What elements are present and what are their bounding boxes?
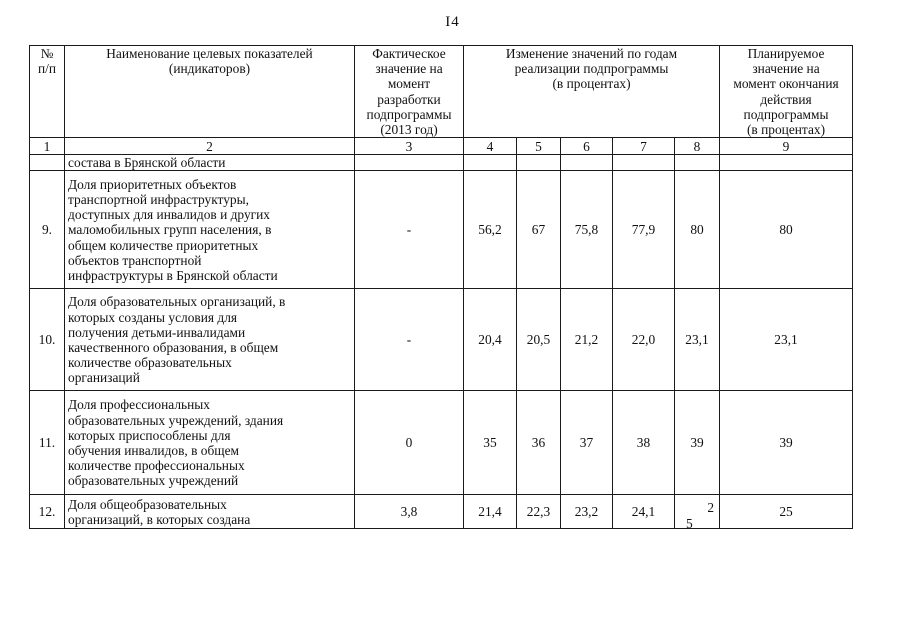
year-value: 22,0 <box>613 289 675 391</box>
table-cell <box>464 155 517 171</box>
header-col-fact <box>355 46 464 138</box>
year-value: 21,4 <box>464 495 517 529</box>
year-value: 20,4 <box>464 289 517 391</box>
header-col-plan <box>720 46 853 138</box>
table-cell <box>720 155 853 171</box>
table-row <box>30 495 853 529</box>
table-cell <box>561 155 613 171</box>
column-number: 4 <box>464 138 517 155</box>
fact-value: - <box>355 289 464 391</box>
year-value: 24,1 <box>613 495 675 529</box>
year-value: 75,8 <box>561 171 613 289</box>
plan-value: 25 <box>720 495 853 529</box>
indicator-name: Доля общеобразовательных организаций, в которых создана <box>65 495 355 529</box>
indicator-name: Доля приоритетных объектов транспортной инфраструктуры, доступных для инвалидов и других маломобильных групп населения, в общем количестве приоритетных объектов транспортной инфраструктуры в Брянской области <box>65 171 355 289</box>
header-col-change-text: Изменение значений по годам реализации подпрограммы (в процентах) <box>505 46 678 92</box>
header-row <box>30 46 853 138</box>
indicators-table <box>29 45 853 529</box>
indicator-name: Доля образовательных организаций, в которых созданы условия для получения детьми-инвалидами качественного образования, в общем количестве образовательных организаций <box>65 289 355 391</box>
row-number: 10. <box>30 289 65 391</box>
year-value: 37 <box>561 391 613 495</box>
row-number: 12. <box>30 495 65 529</box>
year-value: 39 <box>675 391 720 495</box>
fact-value: 0 <box>355 391 464 495</box>
year-value: 20,5 <box>517 289 561 391</box>
column-number: 1 <box>30 138 65 155</box>
table-row <box>30 171 853 289</box>
header-col-fact-text: Фактическое значение на момент разработки подпрограммы (2013 год) <box>366 46 452 138</box>
plan-value: 39 <box>720 391 853 495</box>
plan-value: 80 <box>720 171 853 289</box>
indicator-name: Доля профессиональных образовательных учреждений, здания которых приспособлены для обучения инвалидов, в общем количестве профессиональных образовательных учреждений <box>65 391 355 495</box>
header-col-no <box>30 46 65 138</box>
fact-value: 3,8 <box>355 495 464 529</box>
table-cell <box>675 155 720 171</box>
year-value: 23,2 <box>561 495 613 529</box>
fact-value: - <box>355 171 464 289</box>
header-col-no-text: № п/п <box>37 46 57 77</box>
continuation-text: состава в Брянской области <box>65 155 355 171</box>
table-row <box>30 289 853 391</box>
year-value: 21,2 <box>561 289 613 391</box>
split-value-bottom: 5 <box>686 515 693 531</box>
year-value: 67 <box>517 171 561 289</box>
year-value: 36 <box>517 391 561 495</box>
continuation-row <box>30 155 853 171</box>
plan-value: 23,1 <box>720 289 853 391</box>
page-number: I4 <box>445 14 460 30</box>
row-number: 11. <box>30 391 65 495</box>
header-col-name <box>65 46 355 138</box>
split-value-top: 2 <box>707 499 715 515</box>
header-col-plan-text: Планируемое значение на момент окончания действия подпрограммы (в процентах) <box>733 46 839 138</box>
table-cell <box>517 155 561 171</box>
header-col-change <box>464 46 720 138</box>
year-value: 23,1 <box>675 289 720 391</box>
row-number: 9. <box>30 171 65 289</box>
column-number: 2 <box>65 138 355 155</box>
table-cell <box>30 155 65 171</box>
table-cell <box>355 155 464 171</box>
table-row <box>30 391 853 495</box>
column-number: 8 <box>675 138 720 155</box>
column-numbers-row <box>30 138 853 155</box>
year-value: 22,3 <box>517 495 561 529</box>
header-col-name-text: Наименование целевых показателей (индикаторов) <box>106 46 313 77</box>
year-value: 56,2 <box>464 171 517 289</box>
year-value: 80 <box>675 171 720 289</box>
split-year-value <box>675 495 720 529</box>
column-number: 5 <box>517 138 561 155</box>
year-value: 77,9 <box>613 171 675 289</box>
column-number: 7 <box>613 138 675 155</box>
year-value: 35 <box>464 391 517 495</box>
column-number: 3 <box>355 138 464 155</box>
table-cell <box>613 155 675 171</box>
column-number: 6 <box>561 138 613 155</box>
year-value: 38 <box>613 391 675 495</box>
column-number: 9 <box>720 138 853 155</box>
